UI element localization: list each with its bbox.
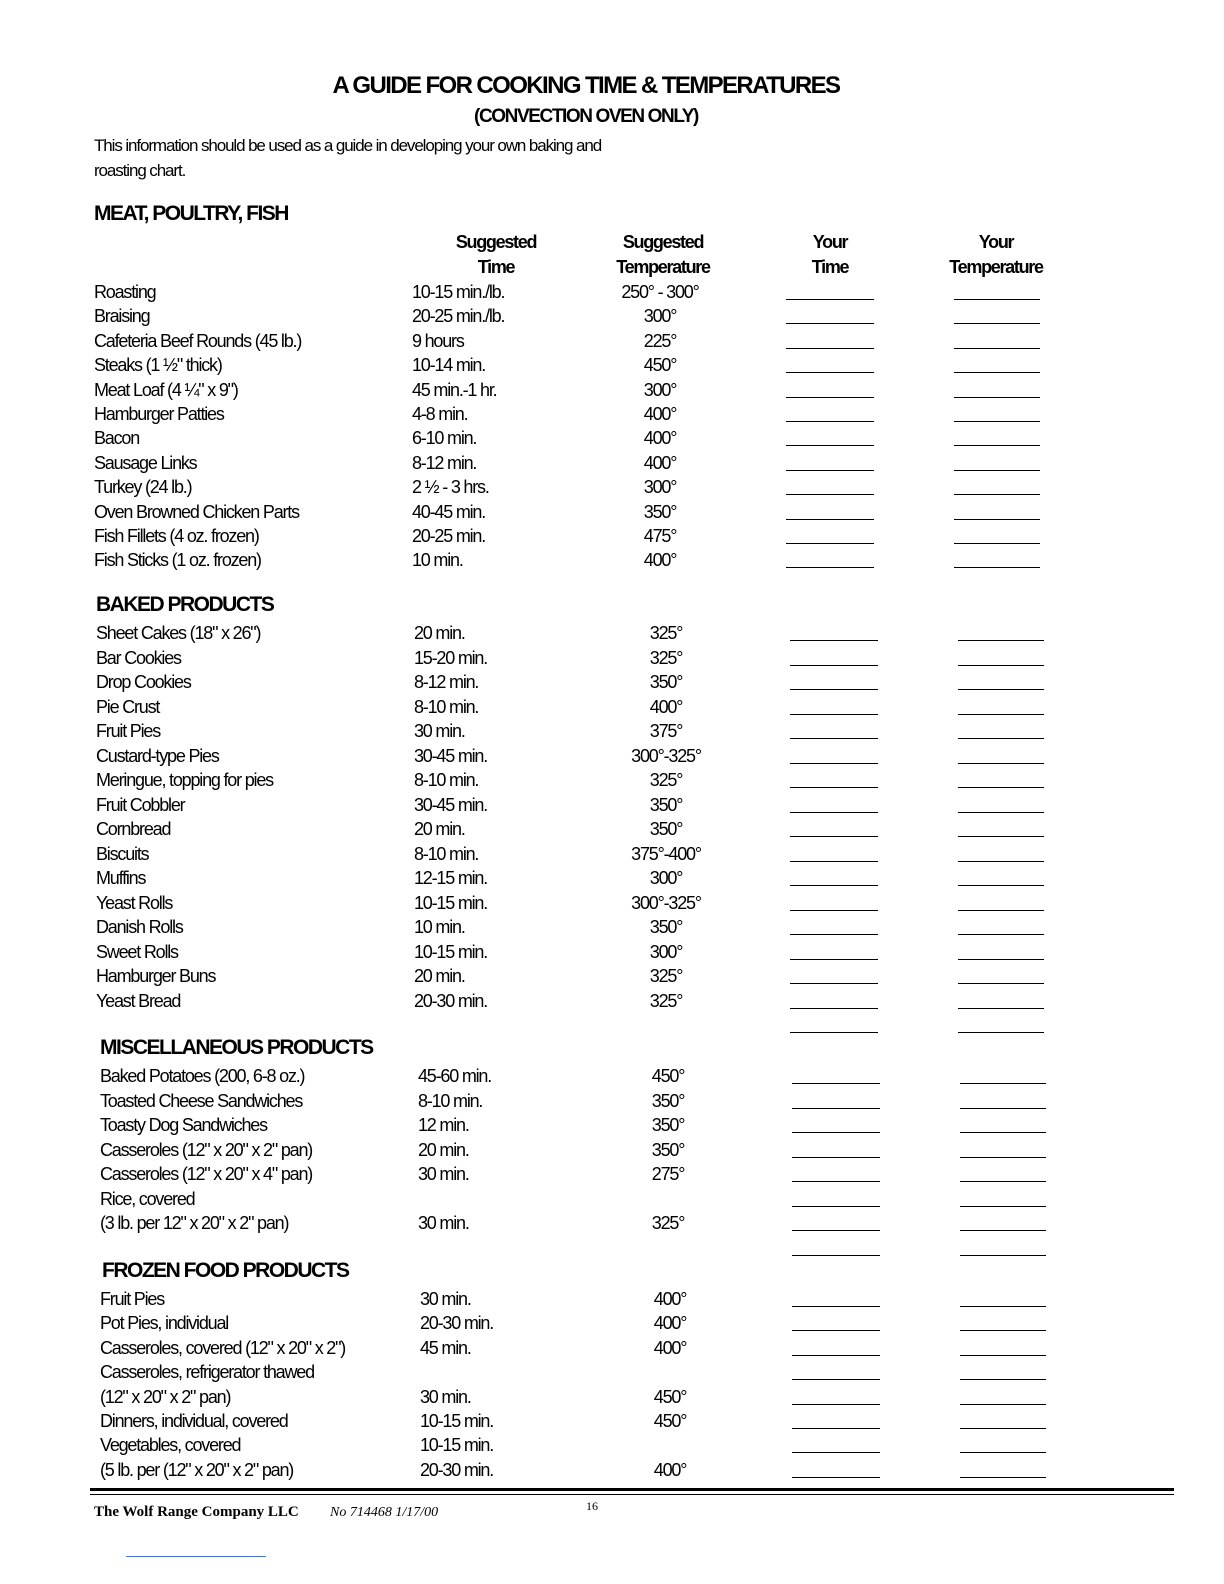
table-row xyxy=(100,1385,1100,1409)
your-time-blank[interactable] xyxy=(792,1404,880,1405)
table-row xyxy=(100,1211,1100,1235)
your-temperature-blank[interactable] xyxy=(958,983,1044,984)
item-name: Cafeteria Beef Rounds (45 lb.) xyxy=(94,330,302,351)
your-time-blank[interactable] xyxy=(786,421,874,422)
suggested-time: 8-12 min. xyxy=(414,672,479,692)
col-suggested-temperature: Suggested Temperature xyxy=(616,232,710,277)
suggested-time: 8-10 min. xyxy=(414,770,479,790)
table-row xyxy=(94,353,1094,377)
col-your-time: Your Time xyxy=(811,232,849,277)
your-time-blank[interactable] xyxy=(790,714,878,715)
your-temperature-blank[interactable] xyxy=(960,1255,1046,1256)
suggested-time: 8-12 min. xyxy=(412,452,477,473)
suggested-temperature: 400° xyxy=(653,1337,687,1358)
your-time-blank[interactable] xyxy=(792,1132,880,1133)
item-name: Fruit Pies xyxy=(96,721,161,741)
item-name: Fruit Cobbler xyxy=(96,794,185,815)
col-suggested-time: Suggested Time xyxy=(455,232,537,277)
suggested-time: 30 min. xyxy=(418,1213,469,1233)
footer-rule xyxy=(90,1488,1174,1491)
suggested-time: 20-30 min. xyxy=(420,1459,494,1480)
your-temperature-blank[interactable] xyxy=(954,543,1040,544)
item-name: Yeast Rolls xyxy=(96,892,173,913)
your-time-blank[interactable] xyxy=(790,787,878,788)
suggested-temperature: 350° xyxy=(651,1090,685,1111)
your-temperature-blank[interactable] xyxy=(958,934,1044,935)
item-name: Sausage Links xyxy=(94,452,197,473)
item-name: (5 lb. per (12" x 20" x 2" pan) xyxy=(100,1459,294,1480)
item-name: Rice, covered xyxy=(100,1188,195,1209)
item-name: Roasting xyxy=(94,282,156,302)
your-temperature-blank[interactable] xyxy=(954,494,1040,495)
suggested-temperature: 325° xyxy=(651,1213,685,1233)
item-name: Muffins xyxy=(96,868,146,888)
item-name: Casseroles (12" x 20" x 4" pan) xyxy=(100,1164,313,1184)
your-time-blank[interactable] xyxy=(792,1477,880,1478)
item-name: Vegetables, covered xyxy=(100,1435,241,1456)
section-title: MISCELLANEOUS PRODUCTS xyxy=(100,1036,373,1059)
suggested-temperature: 325° xyxy=(649,990,683,1011)
your-temperature-blank[interactable] xyxy=(954,519,1040,520)
your-temperature-blank[interactable] xyxy=(954,299,1040,300)
table-row xyxy=(96,1013,1096,1037)
table-row xyxy=(96,670,1096,694)
item-name: Danish Rolls xyxy=(96,917,183,937)
item-name: Custard-type Pies xyxy=(96,745,219,766)
your-time-blank[interactable] xyxy=(786,397,874,398)
your-time-blank[interactable] xyxy=(792,1452,880,1453)
intro-line-1: This information should be used as a guide in developing your own baking and xyxy=(94,136,602,155)
suggested-temperature: 350° xyxy=(651,1115,685,1135)
item-name: Meat Loaf (4 ¼" x 9") xyxy=(94,379,238,400)
suggested-temperature: 250° - 300° xyxy=(621,282,699,302)
item-name: Baked Potatoes (200, 6-8 oz.) xyxy=(100,1066,305,1086)
col-your-temperature: Your Temperature xyxy=(949,232,1043,277)
section-title: FROZEN FOOD PRODUCTS xyxy=(102,1259,349,1282)
suggested-time: 20 min. xyxy=(414,623,465,643)
table-row xyxy=(96,793,1096,817)
suggested-time: 10-15 min. xyxy=(414,941,488,962)
table-row xyxy=(100,1409,1100,1433)
suggested-time: 10-15 min. xyxy=(420,1435,494,1456)
suggested-time: 30-45 min. xyxy=(414,745,488,766)
suggested-temperature: 400° xyxy=(643,428,677,449)
your-temperature-blank[interactable] xyxy=(960,1108,1046,1109)
your-time-blank[interactable] xyxy=(790,836,878,837)
table-row xyxy=(94,475,1094,499)
suggested-temperature: 300° xyxy=(643,477,677,498)
suggested-time: 30 min. xyxy=(418,1164,469,1184)
item-name: Oven Browned Chicken Parts xyxy=(94,501,299,522)
suggested-temperature: 325° xyxy=(649,647,683,668)
suggested-temperature: 400° xyxy=(643,452,677,473)
suggested-time: 2 ½ - 3 hrs. xyxy=(412,477,489,498)
your-temperature-blank[interactable] xyxy=(958,787,1044,788)
suggested-time: 8-10 min. xyxy=(418,1090,483,1111)
your-time-blank[interactable] xyxy=(792,1355,880,1356)
table-row xyxy=(96,964,1096,988)
suggested-temperature: 450° xyxy=(651,1066,685,1086)
intro-text xyxy=(94,133,614,183)
suggested-time: 30-45 min. xyxy=(414,794,488,815)
footer-company: The Wolf Range Company LLC xyxy=(94,1504,299,1520)
suggested-time: 30 min. xyxy=(420,1289,471,1309)
your-temperature-blank[interactable] xyxy=(958,714,1044,715)
your-time-blank[interactable] xyxy=(786,323,874,324)
suggested-temperature: 300°-325° xyxy=(631,745,701,766)
item-name: Braising xyxy=(94,306,150,327)
suggested-time: 20-25 min./lb. xyxy=(412,306,505,327)
your-time-blank[interactable] xyxy=(792,1330,880,1331)
your-time-blank[interactable] xyxy=(792,1428,880,1429)
your-time-blank[interactable] xyxy=(792,1181,880,1182)
suggested-temperature: 325° xyxy=(649,966,683,986)
suggested-temperature: 300° xyxy=(643,379,677,400)
your-time-blank[interactable] xyxy=(792,1379,880,1380)
suggested-time: 12-15 min. xyxy=(414,868,488,888)
your-temperature-blank[interactable] xyxy=(954,445,1040,446)
table-row xyxy=(96,989,1096,1013)
item-name: Hamburger Buns xyxy=(96,966,216,986)
suggested-temperature: 400° xyxy=(653,1459,687,1480)
table-row xyxy=(100,1458,1100,1482)
item-name: Sweet Rolls xyxy=(96,941,178,962)
your-temperature-blank[interactable] xyxy=(960,1477,1046,1478)
your-time-blank[interactable] xyxy=(790,738,878,739)
scan-line xyxy=(126,1556,266,1557)
item-name: Fruit Pies xyxy=(100,1289,165,1309)
your-temperature-blank[interactable] xyxy=(960,1355,1046,1356)
your-temperature-blank[interactable] xyxy=(954,348,1040,349)
footer-rule-thin xyxy=(90,1494,1174,1495)
page-title: A GUIDE FOR COOKING TIME & TEMPERATURES xyxy=(332,72,840,99)
your-time-blank[interactable] xyxy=(786,348,874,349)
suggested-time: 8-10 min. xyxy=(414,843,479,864)
suggested-temperature: 400° xyxy=(643,404,677,424)
suggested-temperature: 225° xyxy=(643,330,677,351)
table-row xyxy=(96,621,1096,645)
your-time-blank[interactable] xyxy=(790,1032,878,1033)
your-temperature-blank[interactable] xyxy=(958,959,1044,960)
suggested-temperature: 350° xyxy=(651,1139,685,1160)
item-name: Casseroles, refrigerator thawed xyxy=(100,1362,314,1383)
your-temperature-blank[interactable] xyxy=(954,567,1040,568)
your-time-blank[interactable] xyxy=(790,1008,878,1009)
your-temperature-blank[interactable] xyxy=(958,640,1044,641)
suggested-temperature: 350° xyxy=(649,794,683,815)
table-row xyxy=(96,940,1096,964)
your-time-blank[interactable] xyxy=(792,1255,880,1256)
suggested-temperature: 375°-400° xyxy=(631,843,701,864)
item-name: (3 lb. per 12" x 20" x 2" pan) xyxy=(100,1213,289,1233)
item-name: Yeast Bread xyxy=(96,990,181,1011)
table-row xyxy=(100,1162,1100,1186)
suggested-time: 8-10 min. xyxy=(414,696,479,717)
suggested-time: 10-15 min. xyxy=(420,1411,494,1431)
suggested-time: 40-45 min. xyxy=(412,501,486,522)
section-title: MEAT, POULTRY, FISH xyxy=(94,202,288,225)
table-row xyxy=(96,719,1096,743)
item-name: Fish Fillets (4 oz. frozen) xyxy=(94,526,259,546)
your-time-blank[interactable] xyxy=(792,1206,880,1207)
your-temperature-blank[interactable] xyxy=(958,738,1044,739)
suggested-temperature: 275° xyxy=(651,1164,685,1184)
item-name: Casseroles (12" x 20" x 2" pan) xyxy=(100,1139,313,1160)
item-name: Hamburger Patties xyxy=(94,404,224,424)
table-row xyxy=(96,866,1096,890)
your-temperature-blank[interactable] xyxy=(954,372,1040,373)
your-temperature-blank[interactable] xyxy=(960,1157,1046,1158)
item-name: Turkey (24 lb.) xyxy=(94,477,192,498)
item-name: Bacon xyxy=(94,428,140,449)
suggested-time: 45 min. xyxy=(420,1337,471,1358)
your-temperature-blank[interactable] xyxy=(960,1306,1046,1307)
suggested-temperature: 450° xyxy=(653,1386,687,1407)
your-temperature-blank[interactable] xyxy=(960,1428,1046,1429)
table-row xyxy=(96,695,1096,719)
table-row xyxy=(94,500,1094,524)
table-row xyxy=(96,817,1096,841)
suggested-temperature: 350° xyxy=(643,501,677,522)
your-time-blank[interactable] xyxy=(790,763,878,764)
item-name: Drop Cookies xyxy=(96,672,191,692)
suggested-time: 20 min. xyxy=(418,1139,469,1160)
item-name: Casseroles, covered (12" x 20" x 2") xyxy=(100,1337,346,1358)
table-row xyxy=(96,842,1096,866)
your-temperature-blank[interactable] xyxy=(958,1032,1044,1033)
your-temperature-blank[interactable] xyxy=(954,470,1040,471)
table-row xyxy=(100,1138,1100,1162)
table-row xyxy=(94,426,1094,450)
your-time-blank[interactable] xyxy=(790,885,878,886)
table-row xyxy=(100,1187,1100,1211)
table-row xyxy=(100,1433,1100,1457)
suggested-time: 20-30 min. xyxy=(420,1313,494,1334)
item-name: Bar Cookies xyxy=(96,647,181,668)
your-time-blank[interactable] xyxy=(792,1157,880,1158)
your-temperature-blank[interactable] xyxy=(958,885,1044,886)
your-temperature-blank[interactable] xyxy=(958,1008,1044,1009)
suggested-temperature: 300° xyxy=(643,306,677,327)
item-name: Sheet Cakes (18" x 26") xyxy=(96,623,261,643)
suggested-time: 10-14 min. xyxy=(412,355,486,376)
your-temperature-blank[interactable] xyxy=(958,861,1044,862)
table-row xyxy=(94,304,1094,328)
item-name: Biscuits xyxy=(96,843,149,864)
suggested-temperature: 300° xyxy=(649,868,683,888)
table-row xyxy=(96,646,1096,670)
suggested-time: 10 min. xyxy=(414,917,465,937)
your-temperature-blank[interactable] xyxy=(958,763,1044,764)
table-row xyxy=(100,1336,1100,1360)
suggested-time: 20-30 min. xyxy=(414,990,488,1011)
suggested-temperature: 300°-325° xyxy=(631,892,701,913)
suggested-temperature: 475° xyxy=(643,526,677,546)
your-time-blank[interactable] xyxy=(790,959,878,960)
your-temperature-blank[interactable] xyxy=(960,1230,1046,1231)
your-temperature-blank[interactable] xyxy=(958,665,1044,666)
table-row xyxy=(100,1089,1100,1113)
suggested-temperature: 400° xyxy=(653,1289,687,1309)
table-row xyxy=(100,1311,1100,1335)
intro-line-2: roasting chart. xyxy=(94,161,186,180)
suggested-temperature: 450° xyxy=(653,1411,687,1431)
item-name: Toasted Cheese Sandwiches xyxy=(100,1090,303,1111)
your-time-blank[interactable] xyxy=(790,983,878,984)
your-time-blank[interactable] xyxy=(790,689,878,690)
page-subtitle: (CONVECTION OVEN ONLY) xyxy=(474,106,698,127)
item-name: Toasty Dog Sandwiches xyxy=(100,1115,267,1135)
your-temperature-blank[interactable] xyxy=(960,1452,1046,1453)
suggested-time: 9 hours xyxy=(412,330,464,351)
suggested-temperature: 350° xyxy=(649,819,683,839)
table-row xyxy=(94,451,1094,475)
suggested-temperature: 450° xyxy=(643,355,677,376)
table-row xyxy=(96,891,1096,915)
suggested-time: 30 min. xyxy=(420,1386,471,1407)
table-row xyxy=(94,524,1094,548)
suggested-time: 45 min.-1 hr. xyxy=(412,379,497,400)
table-row xyxy=(96,915,1096,939)
suggested-temperature: 400° xyxy=(649,696,683,717)
your-temperature-blank[interactable] xyxy=(954,323,1040,324)
your-time-blank[interactable] xyxy=(792,1230,880,1231)
table-row xyxy=(94,280,1094,304)
suggested-time: 45-60 min. xyxy=(418,1066,492,1086)
suggested-temperature: 375° xyxy=(649,721,683,741)
suggested-temperature: 300° xyxy=(649,941,683,962)
suggested-temperature: 350° xyxy=(649,672,683,692)
table-row xyxy=(100,1113,1100,1137)
your-temperature-blank[interactable] xyxy=(960,1379,1046,1380)
item-name: Pot Pies, individual xyxy=(100,1313,229,1334)
your-temperature-blank[interactable] xyxy=(958,689,1044,690)
your-time-blank[interactable] xyxy=(790,861,878,862)
suggested-time: 4-8 min. xyxy=(412,404,468,424)
your-time-blank[interactable] xyxy=(786,470,874,471)
your-temperature-blank[interactable] xyxy=(960,1404,1046,1405)
your-time-blank[interactable] xyxy=(790,665,878,666)
section-title: BAKED PRODUCTS xyxy=(96,593,274,616)
your-temperature-blank[interactable] xyxy=(960,1083,1046,1084)
table-row xyxy=(96,768,1096,792)
suggested-time: 10-15 min./lb. xyxy=(412,282,505,302)
table-row xyxy=(100,1064,1100,1088)
suggested-time: 20 min. xyxy=(414,819,465,839)
suggested-time: 20-25 min. xyxy=(412,526,486,546)
your-time-blank[interactable] xyxy=(790,910,878,911)
your-time-blank[interactable] xyxy=(786,519,874,520)
item-name: Fish Sticks (1 oz. frozen) xyxy=(94,550,261,571)
footer-doc-number: No 714468 1/17/00 xyxy=(330,1505,439,1520)
table-row xyxy=(100,1236,1100,1260)
your-time-blank[interactable] xyxy=(786,567,874,568)
your-temperature-blank[interactable] xyxy=(960,1132,1046,1133)
suggested-temperature: 325° xyxy=(649,623,683,643)
your-temperature-blank[interactable] xyxy=(954,421,1040,422)
suggested-temperature: 350° xyxy=(649,917,683,937)
your-time-blank[interactable] xyxy=(792,1306,880,1307)
your-temperature-blank[interactable] xyxy=(960,1206,1046,1207)
suggested-time: 10 min. xyxy=(412,550,463,571)
table-row xyxy=(94,378,1094,402)
table-row xyxy=(96,744,1096,768)
item-name: Pie Crust xyxy=(96,696,160,717)
suggested-time: 15-20 min. xyxy=(414,647,488,668)
table-row xyxy=(94,548,1094,572)
your-time-blank[interactable] xyxy=(790,934,878,935)
suggested-time: 6-10 min. xyxy=(412,428,477,449)
suggested-time: 20 min. xyxy=(414,966,465,986)
your-temperature-blank[interactable] xyxy=(960,1181,1046,1182)
suggested-temperature: 400° xyxy=(643,550,677,571)
your-time-blank[interactable] xyxy=(786,299,874,300)
your-temperature-blank[interactable] xyxy=(954,397,1040,398)
your-time-blank[interactable] xyxy=(790,812,878,813)
table-row xyxy=(94,402,1094,426)
suggested-time: 30 min. xyxy=(414,721,465,741)
your-temperature-blank[interactable] xyxy=(958,836,1044,837)
suggested-temperature: 325° xyxy=(649,770,683,790)
item-name: Steaks (1 ½" thick) xyxy=(94,355,222,376)
your-time-blank[interactable] xyxy=(792,1108,880,1109)
page-number: 16 xyxy=(586,1499,598,1513)
your-time-blank[interactable] xyxy=(786,445,874,446)
your-temperature-blank[interactable] xyxy=(958,812,1044,813)
table-row xyxy=(100,1287,1100,1311)
your-temperature-blank[interactable] xyxy=(958,910,1044,911)
suggested-temperature: 400° xyxy=(653,1313,687,1334)
suggested-time: 10-15 min. xyxy=(414,892,488,913)
your-time-blank[interactable] xyxy=(786,494,874,495)
your-temperature-blank[interactable] xyxy=(960,1330,1046,1331)
your-time-blank[interactable] xyxy=(790,640,878,641)
item-name: Meringue, topping for pies xyxy=(96,770,273,790)
item-name: Cornbread xyxy=(96,819,171,839)
item-name: Dinners, individual, covered xyxy=(100,1411,288,1431)
suggested-time: 12 min. xyxy=(418,1115,469,1135)
table-row xyxy=(100,1360,1100,1384)
your-time-blank[interactable] xyxy=(786,543,874,544)
your-time-blank[interactable] xyxy=(792,1083,880,1084)
item-name: (12" x 20" x 2" pan) xyxy=(100,1386,231,1407)
your-time-blank[interactable] xyxy=(786,372,874,373)
table-row xyxy=(94,329,1094,353)
